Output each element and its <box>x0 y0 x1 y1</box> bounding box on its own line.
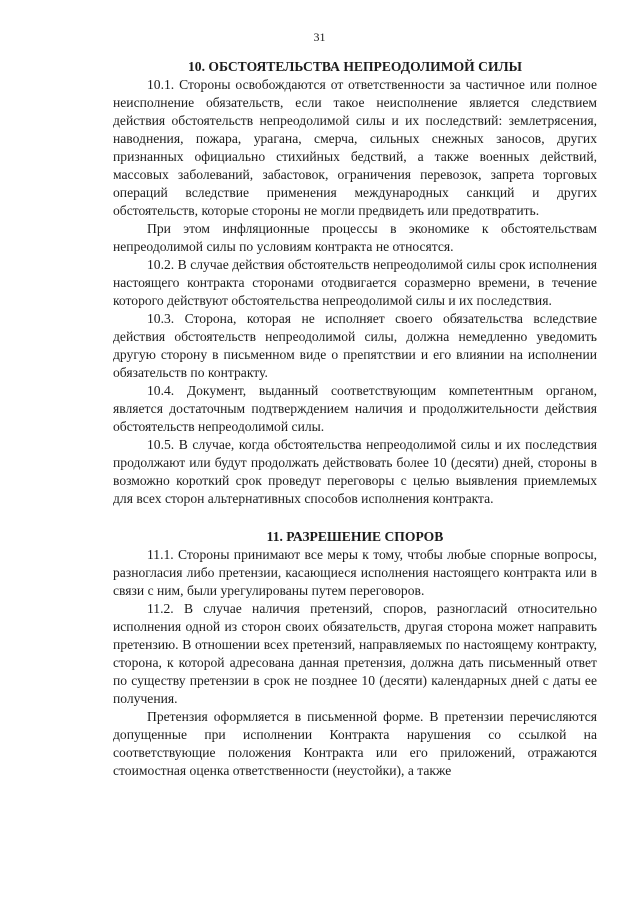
paragraph-10-3: 10.3. Сторона, которая не исполняет своего обязательства вследствие действия обстоятельств непреодолимой силы, должна немедленно уведомить другую сторону в письменном виде о препятствии и его влиянии на исполнении обязательств по контракту. <box>113 311 597 380</box>
section-heading: 10. ОБСТОЯТЕЛЬСТВА НЕПРЕОДОЛИМОЙ СИЛЫ <box>188 59 522 74</box>
page-number: 31 <box>313 30 326 44</box>
section-force-majeure <box>113 58 597 508</box>
page-content <box>113 58 597 780</box>
paragraph-10-4: 10.4. Документ, выданный соответствующим компетентным органом, является достаточным подтверждением наличия и продолжительности действия обстоятельств непреодолимой силы. <box>113 383 597 434</box>
paragraph-10-5: 10.5. В случае, когда обстоятельства непреодолимой силы и их последствия продолжают или будут продолжать действовать более 10 (десяти) дней, стороны в возможно короткий срок проведут переговоры с целью выявления приемлемых для всех сторон альтернативных способов исполнения контракта. <box>113 437 597 506</box>
paragraph-11-1: 11.1. Стороны принимают все меры к тому, чтобы любые спорные вопросы, разногласия либо претензии, касающиеся исполнения настоящего контракта или в связи с ним, были урегулированы путем переговоров. <box>113 547 597 598</box>
paragraph-11-2: 11.2. В случае наличия претензий, споров, разногласий относительно исполнения одной из сторон своих обязательств, другая сторона может направить претензию. В отношении всех претензий, направляемых по настоящему контракту, сторона, к которой адресована данная претензия, должна дать письменный ответ по существу претензии в срок не позднее 10 (десяти) календарных дней с даты ее получения. <box>113 601 597 706</box>
paragraph-inflation: При этом инфляционные процессы в экономике к обстоятельствам непреодолимой силы по условиям контракта не относятся. <box>113 221 597 254</box>
paragraph-claim: Претензия оформляется в письменной форме. В претензии перечисляются допущенные при исполнении Контракта нарушения со ссылкой на соответствующие положения Контракта или его приложений, отражаются стоимостная оценка ответственности (неустойки), а также <box>113 709 597 778</box>
paragraph-10-1: 10.1. Стороны освобождаются от ответственности за частичное или полное неисполнение обязательств, если такое неисполнение является следствием действия обстоятельств непреодолимой силы и их последствий: землетрясения, наводнения, пожара, урагана, смерча, сильных снежных заносов, других признанных официально стихийных бедствий, а также военных действий, массовых заболеваний, забастовок, ограничения перевозок, запрета торговых операций вследствие применения международных санкций и других обстоятельств, которые стороны не могли предвидеть или предотвратить. <box>113 77 597 218</box>
section-disputes <box>113 528 597 780</box>
paragraph-10-2: 10.2. В случае действия обстоятельств непреодолимой силы срок исполнения настоящего контракта сторонами отодвигается соразмерно времени, в течение которого действуют обстоятельства непреодолимой силы и их последствия. <box>113 257 597 308</box>
section-heading: 11. РАЗРЕШЕНИЕ СПОРОВ <box>266 529 444 544</box>
